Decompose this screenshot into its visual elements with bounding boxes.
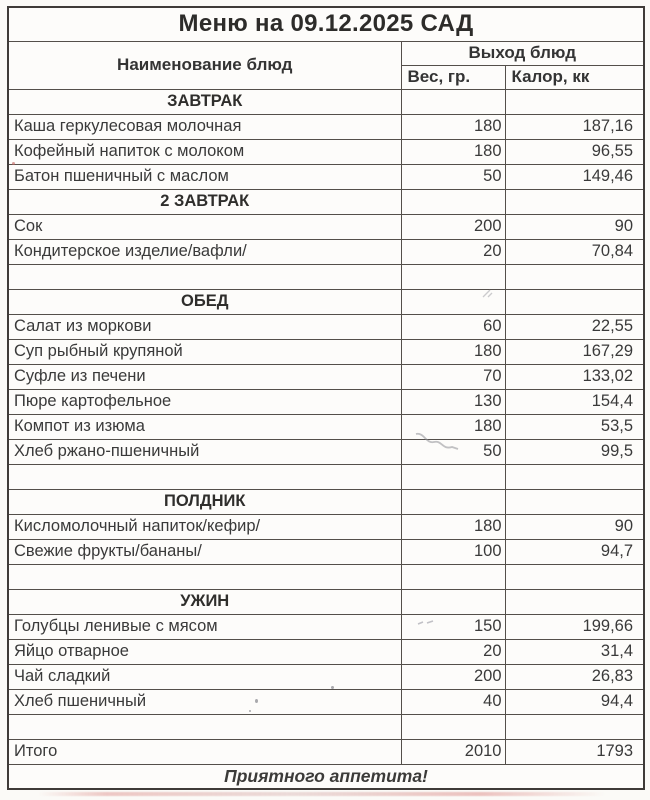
dish-row [8, 389, 644, 414]
empty-row [8, 714, 644, 739]
weight-cell: 180 [401, 414, 505, 439]
page-title: Меню на 09.12.2025 САД [8, 7, 644, 41]
weight-cell: 180 [401, 339, 505, 364]
calories-cell: 94,7 [505, 539, 644, 564]
calories-cell [505, 89, 644, 114]
dish-name: Компот из изюма [8, 414, 401, 439]
dish-name: Голубцы ленивые с мясом [8, 614, 401, 639]
calories-cell [505, 264, 644, 289]
total-label: Итого [8, 739, 401, 764]
weight-cell [401, 564, 505, 589]
calories-cell: 31,4 [505, 639, 644, 664]
dish-row [8, 514, 644, 539]
calories-cell [505, 589, 644, 614]
calories-cell [505, 189, 644, 214]
weight-cell: 60 [401, 314, 505, 339]
dish-row [8, 339, 644, 364]
calories-cell: 99,5 [505, 439, 644, 464]
weight-cell [401, 264, 505, 289]
dish-name: Хлеб ржано-пшеничный [8, 439, 401, 464]
weight-cell: 200 [401, 214, 505, 239]
header-row-group [8, 41, 644, 65]
weight-cell [401, 289, 505, 314]
calories-cell: 90 [505, 214, 644, 239]
weight-cell: 100 [401, 539, 505, 564]
dish-name: Пюре картофельное [8, 389, 401, 414]
calories-cell [505, 289, 644, 314]
weight-cell [401, 464, 505, 489]
dish-row [8, 414, 644, 439]
section-label: 2 ЗАВТРАК [8, 189, 401, 214]
dish-row [8, 439, 644, 464]
calories-cell: 154,4 [505, 389, 644, 414]
calories-cell [505, 489, 644, 514]
calories-cell: 22,55 [505, 314, 644, 339]
weight-cell: 130 [401, 389, 505, 414]
section-row [8, 89, 644, 114]
section-label: ПОЛДНИК [8, 489, 401, 514]
dish-name: Сок [8, 214, 401, 239]
empty-row [8, 464, 644, 489]
total-weight: 2010 [401, 739, 505, 764]
dish-row [8, 214, 644, 239]
calories-cell: 94,4 [505, 689, 644, 714]
dish-row [8, 314, 644, 339]
calories-cell: 133,02 [505, 364, 644, 389]
weight-cell: 40 [401, 689, 505, 714]
dish-name: Кондитерское изделие/вафли/ [8, 239, 401, 264]
calories-cell: 199,66 [505, 614, 644, 639]
column-header-calories: Калор, кк [505, 65, 644, 89]
weight-cell [401, 189, 505, 214]
dish-row [8, 689, 644, 714]
weight-cell [401, 589, 505, 614]
weight-cell [401, 714, 505, 739]
dish-row [8, 364, 644, 389]
dish-name [8, 264, 401, 289]
calories-cell [505, 464, 644, 489]
dish-row [8, 114, 644, 139]
calories-cell: 149,46 [505, 164, 644, 189]
dish-name: Батон пшеничный с маслом [8, 164, 401, 189]
dish-row [8, 539, 644, 564]
footer-row [8, 764, 644, 789]
calories-cell: 26,83 [505, 664, 644, 689]
empty-row [8, 264, 644, 289]
calories-cell: 96,55 [505, 139, 644, 164]
weight-cell: 200 [401, 664, 505, 689]
dish-name: Чай сладкий [8, 664, 401, 689]
calories-cell: 90 [505, 514, 644, 539]
dish-name: Суп рыбный крупяной [8, 339, 401, 364]
total-calories: 1793 [505, 739, 644, 764]
calories-cell: 70,84 [505, 239, 644, 264]
weight-cell [401, 489, 505, 514]
dish-name [8, 714, 401, 739]
dish-name: Суфле из печени [8, 364, 401, 389]
dish-name: Кисломолочный напиток/кефир/ [8, 514, 401, 539]
section-row [8, 189, 644, 214]
dish-name [8, 564, 401, 589]
scan-edge-smear [38, 792, 606, 796]
dish-row [8, 164, 644, 189]
section-label: УЖИН [8, 589, 401, 614]
weight-cell: 150 [401, 614, 505, 639]
dish-row [8, 139, 644, 164]
weight-cell: 180 [401, 514, 505, 539]
dish-name: Каша геркулесовая молочная [8, 114, 401, 139]
dish-row [8, 639, 644, 664]
dish-name [8, 464, 401, 489]
weight-cell: 20 [401, 239, 505, 264]
weight-cell: 50 [401, 439, 505, 464]
column-header-output-group: Выход блюд [401, 41, 644, 65]
weight-cell: 180 [401, 139, 505, 164]
calories-cell: 53,5 [505, 414, 644, 439]
footer-message: Приятного аппетита! [8, 764, 644, 789]
empty-row [8, 564, 644, 589]
section-label: ЗАВТРАК [8, 89, 401, 114]
weight-cell: 180 [401, 114, 505, 139]
dish-name: Хлеб пшеничный [8, 689, 401, 714]
menu-table [7, 6, 645, 790]
calories-cell [505, 564, 644, 589]
section-row [8, 289, 644, 314]
dish-name: Яйцо отварное [8, 639, 401, 664]
column-header-weight: Вес, гр. [401, 65, 505, 89]
calories-cell: 187,16 [505, 114, 644, 139]
dish-row [8, 239, 644, 264]
weight-cell: 50 [401, 164, 505, 189]
dish-row [8, 664, 644, 689]
weight-cell [401, 89, 505, 114]
weight-cell: 20 [401, 639, 505, 664]
section-row [8, 589, 644, 614]
dish-name: Салат из моркови [8, 314, 401, 339]
total-row [8, 739, 644, 764]
dish-name: Свежие фрукты/бананы/ [8, 539, 401, 564]
dish-row [8, 614, 644, 639]
dish-name: Кофейный напиток с молоком [8, 139, 401, 164]
title-row [8, 7, 644, 41]
calories-cell: 167,29 [505, 339, 644, 364]
section-label: ОБЕД [8, 289, 401, 314]
weight-cell: 70 [401, 364, 505, 389]
column-header-name: Наименование блюд [8, 41, 401, 89]
calories-cell [505, 714, 644, 739]
section-row [8, 489, 644, 514]
